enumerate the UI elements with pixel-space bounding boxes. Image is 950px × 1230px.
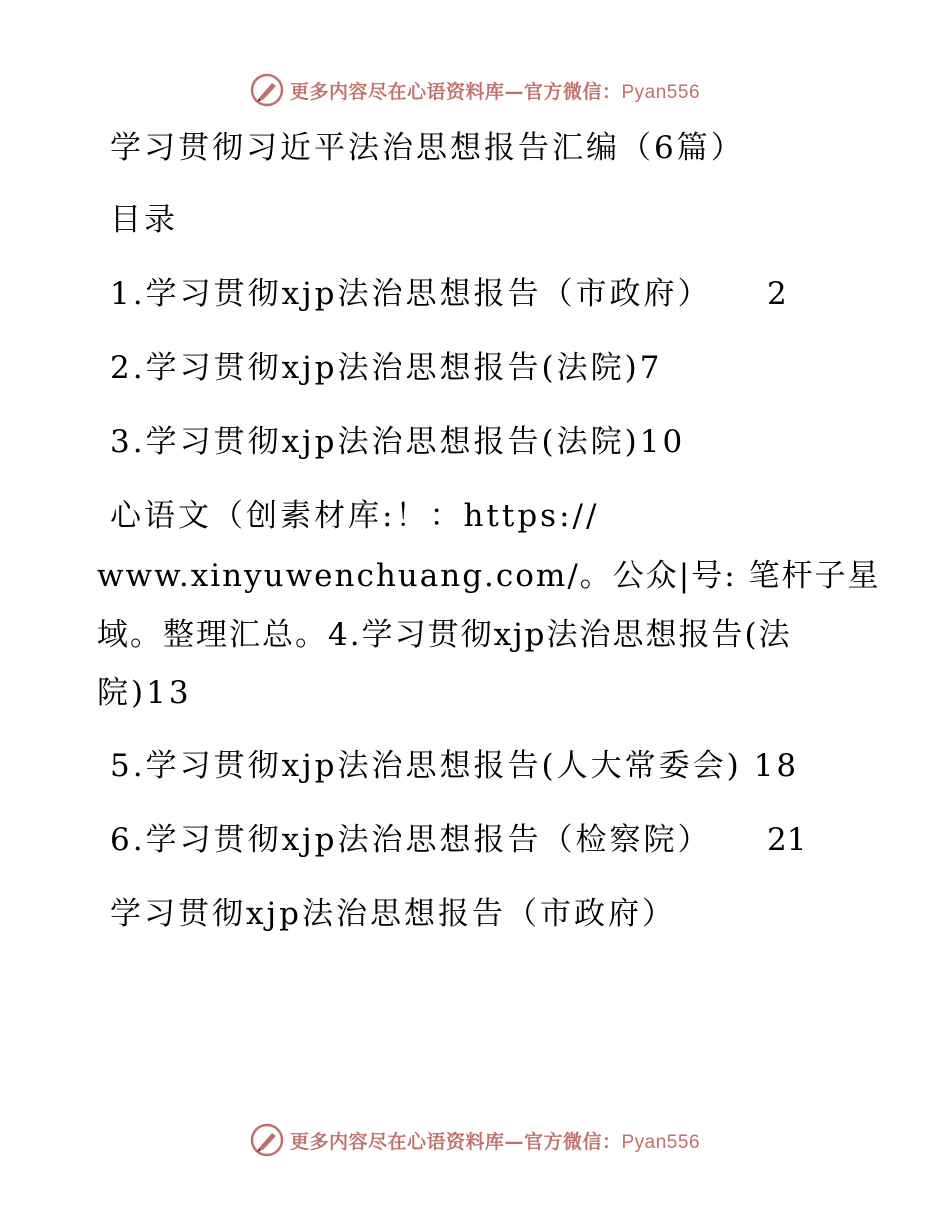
toc-item-1-label: 1.学习贯彻xjp法治思想报告（市政府） (110, 276, 712, 312)
toc-item-3-label (110, 422, 685, 462)
toc-item-2-text: 2.学习贯彻xjp法治思想报告(法院) (110, 350, 640, 386)
banner-wechat-id: Pyan556 (621, 81, 701, 103)
toc-item-1-page: 2 (767, 276, 787, 312)
paragraph-line-3: 域。整理汇总。4.学习贯彻xjp法治思想报告(法 (97, 617, 792, 653)
banner-slogan: 更多内容尽在心语资料库—官方微信： (289, 80, 622, 103)
toc-item-2-label (110, 348, 662, 388)
toc-item-5-page: 18 (753, 748, 800, 784)
document-title: 学习贯彻习近平法治思想报告汇编（6篇） (110, 130, 745, 166)
toc-item-5-label (110, 746, 799, 786)
toc-heading: 目录 (110, 202, 178, 238)
toc-item-3-text: 3.学习贯彻xjp法治思想报告(法院) (110, 424, 640, 460)
paragraph-line-1: 心语文（创素材库:！：https:// (110, 498, 600, 534)
paragraph-line-2: www.xinyuwenchuang.com/。公众|号: 笔杆子星 (97, 558, 881, 594)
toc-item-3-page: 10 (639, 424, 686, 460)
toc-item-2-page: 7 (639, 350, 663, 386)
toc-item-5-text: 5.学习贯彻xjp法治思想报告(人大常委会) (110, 748, 742, 784)
footer-banner (0, 1120, 950, 1160)
banner-wechat-id: Pyan556 (621, 1131, 701, 1153)
toc-item-6-label: 6.学习贯彻xjp法治思想报告（检察院） (110, 822, 712, 858)
banner-text (290, 1127, 700, 1154)
section-heading: 学习贯彻xjp法治思想报告（市政府） (110, 896, 676, 932)
pen-logo-icon (250, 1123, 284, 1157)
toc-item-6-page: 21 (767, 822, 807, 858)
paragraph-line-4: 院)13 (97, 675, 192, 711)
banner-slogan: 更多内容尽在心语资料库—官方微信： (289, 1130, 622, 1153)
